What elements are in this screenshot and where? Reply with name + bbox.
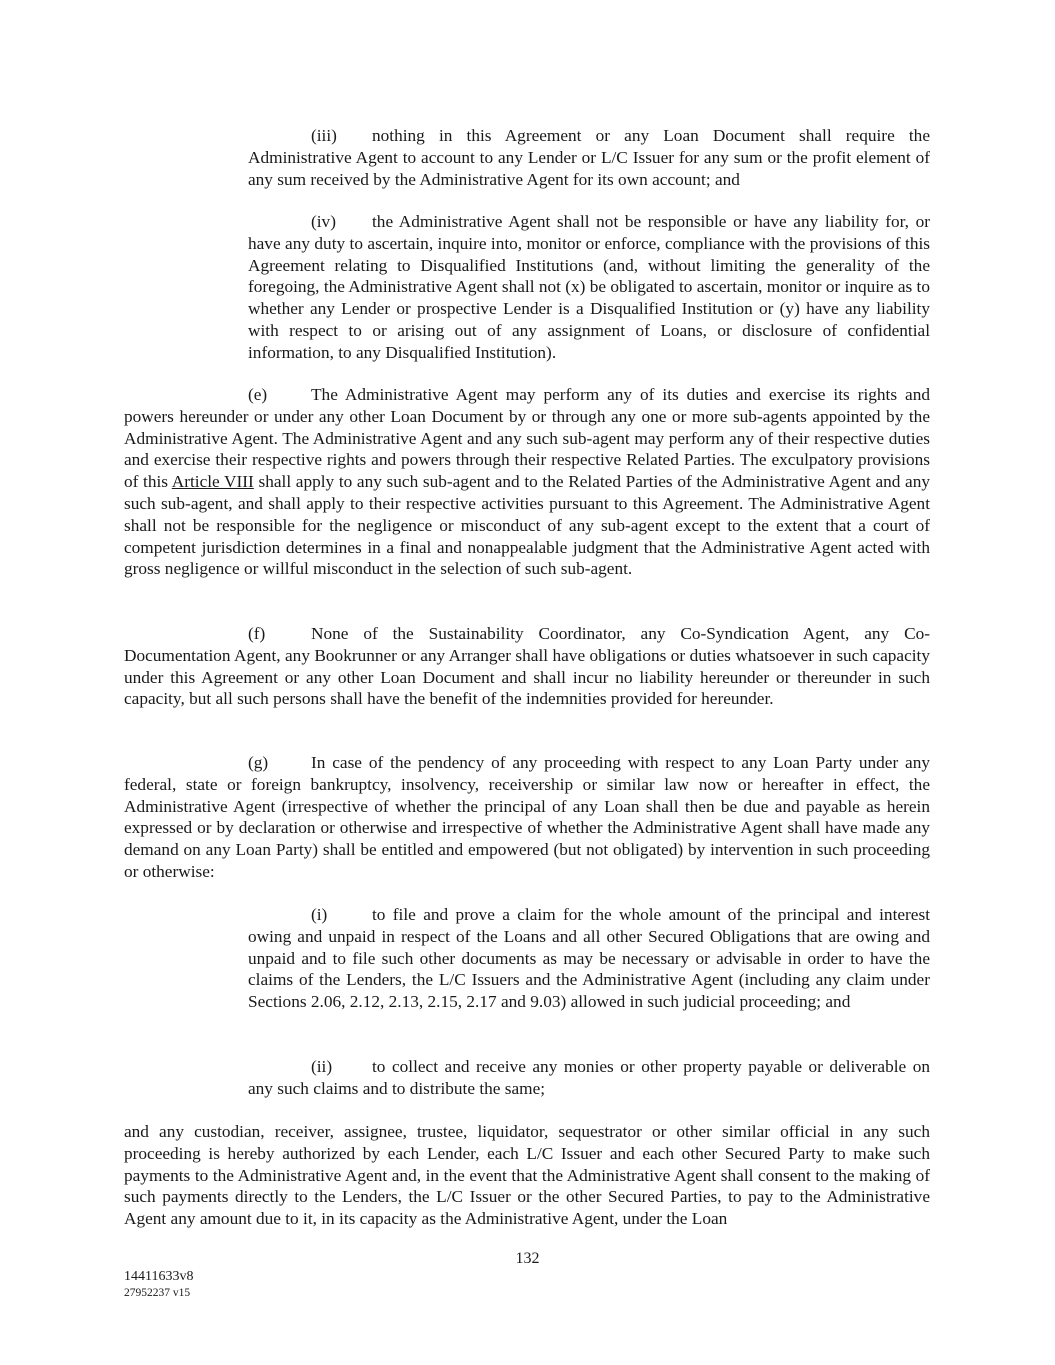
paragraph-number: (i) xyxy=(311,905,328,924)
paragraph-e xyxy=(124,384,930,580)
paragraph-number: (f) xyxy=(248,624,266,643)
paragraph-text: the Administrative Agent shall not be responsible or have any liability for, or have any duty to ascertain, inquire into, monitor or enforce, compliance with the provisions of this Agreement relating to Disqualified Institutions (and, without limiting the generality of the foregoing, the Administrative Agent shall not (x) be obligated to ascertain, monitor or inquire as to whether any Lender or prospective Lender is a Disqualified Institution or (y) have any liability with respect to or arising out of any assignment of Loans, or disclosure of confidential information, to any Disqualified Institution). xyxy=(248,212,930,362)
paragraph-text: and any custodian, receiver, assignee, trustee, liquidator, sequestrator or other similar official in any such proceeding is hereby authorized by each Lender, each L/C Issuer and each other Secured Party to make such payments to the Administrative Agent and, in the event that the Administrative Agent shall consent to the making of such payments directly to the Lenders, the L/C Issuer or the other Secured Parties, to pay to the Administrative Agent any amount due to it, in its capacity as the Administrative Agent, under the Loan xyxy=(124,1122,930,1229)
paragraph-tail xyxy=(124,1121,930,1230)
paragraph-text: to collect and receive any monies or other property payable or deliverable on any such claims and to distribute the same; xyxy=(248,1057,930,1098)
paragraph-number: (iii) xyxy=(311,126,337,145)
article-viii-link[interactable]: Article VIII xyxy=(171,472,254,492)
paragraph-g-i xyxy=(248,904,930,1013)
paragraph-text: to file and prove a claim for the whole amount of the principal and interest owing and unpaid in respect of the Loans and all other Secured Obligations that are owing and unpaid and to file such other documents as may be necessary or advisable in order to have the claims of the Lenders, the L/C Issuers and the Administrative Agent (including any claim under Sections 2.06, 2.12, 2.13, 2.15, 2.17 and 9.03) allowed in such judicial proceeding; and xyxy=(248,905,930,1012)
page-number: 132 xyxy=(515,1250,540,1267)
paragraph-g xyxy=(124,752,930,883)
document-version-id: 27952237 v15 xyxy=(124,1287,191,1299)
paragraph-f xyxy=(124,623,930,710)
paragraph-number: (iv) xyxy=(311,212,336,231)
paragraph-number: (e) xyxy=(248,385,268,404)
paragraph-g-ii xyxy=(248,1056,930,1100)
paragraph-number: (ii) xyxy=(311,1057,333,1076)
document-id: 14411633v8 xyxy=(124,1269,194,1284)
paragraph-text: nothing in this Agreement or any Loan Document shall require the Administrative Agent to account to any Lender or L/C Issuer for any sum or the profit element of any sum received by the Administrative Agent for its own account; and xyxy=(248,126,930,189)
paragraph-text-continued: shall apply to any such sub-agent and to the Related Parties of the Administrative Agent and any such sub-agent, and shall apply to their respective activities pursuant to this Agreement. The Administrative Agent shall not be responsible for the negligence or misconduct of any sub-agent except to the extent that a court of competent jurisdiction determines in a final and nonappealable judgment that the Administrative Agent acted with gross negligence or willful misconduct in the selection of such sub-agent. xyxy=(124,472,931,579)
paragraph-text: The Administrative Agent may perform any of its duties and exercise its rights and powers hereunder or under any other Loan Document by or through any one or more sub-agents appointed by the Administrative Agent. The Administrative Agent and any such sub-agent may perform any of their respective duties and exercise their respective rights and powers through their respective Related Parties. The exculpatory provisions of this xyxy=(124,385,930,492)
paragraph-number: (g) xyxy=(248,753,269,772)
paragraph-iv xyxy=(248,211,930,364)
paragraph-text: In case of the pendency of any proceeding with respect to any Loan Party under any federal, state or foreign bankruptcy, insolvency, receivership or similar law now or hereafter in effect, the Administrative Agent (irrespective of whether the principal of any Loan shall then be due and payable as herein expressed or by declaration or otherwise and irrespective of whether the Administrative Agent shall have made any demand on any Loan Party) shall be entitled and empowered (but not obligated) by intervention in such proceeding or otherwise: xyxy=(124,753,930,881)
paragraph-iii xyxy=(248,125,930,190)
paragraph-text: None of the Sustainability Coordinator, any Co-Syndication Agent, any Co-Documentation Agent, any Bookrunner or any Arranger shall have obligations or duties whatsoever in such capacity under this Agreement or any other Loan Document and shall incur no liability hereunder or thereunder in such capacity, but all such persons shall have the benefit of the indemnities provided for hereunder. xyxy=(124,624,930,709)
